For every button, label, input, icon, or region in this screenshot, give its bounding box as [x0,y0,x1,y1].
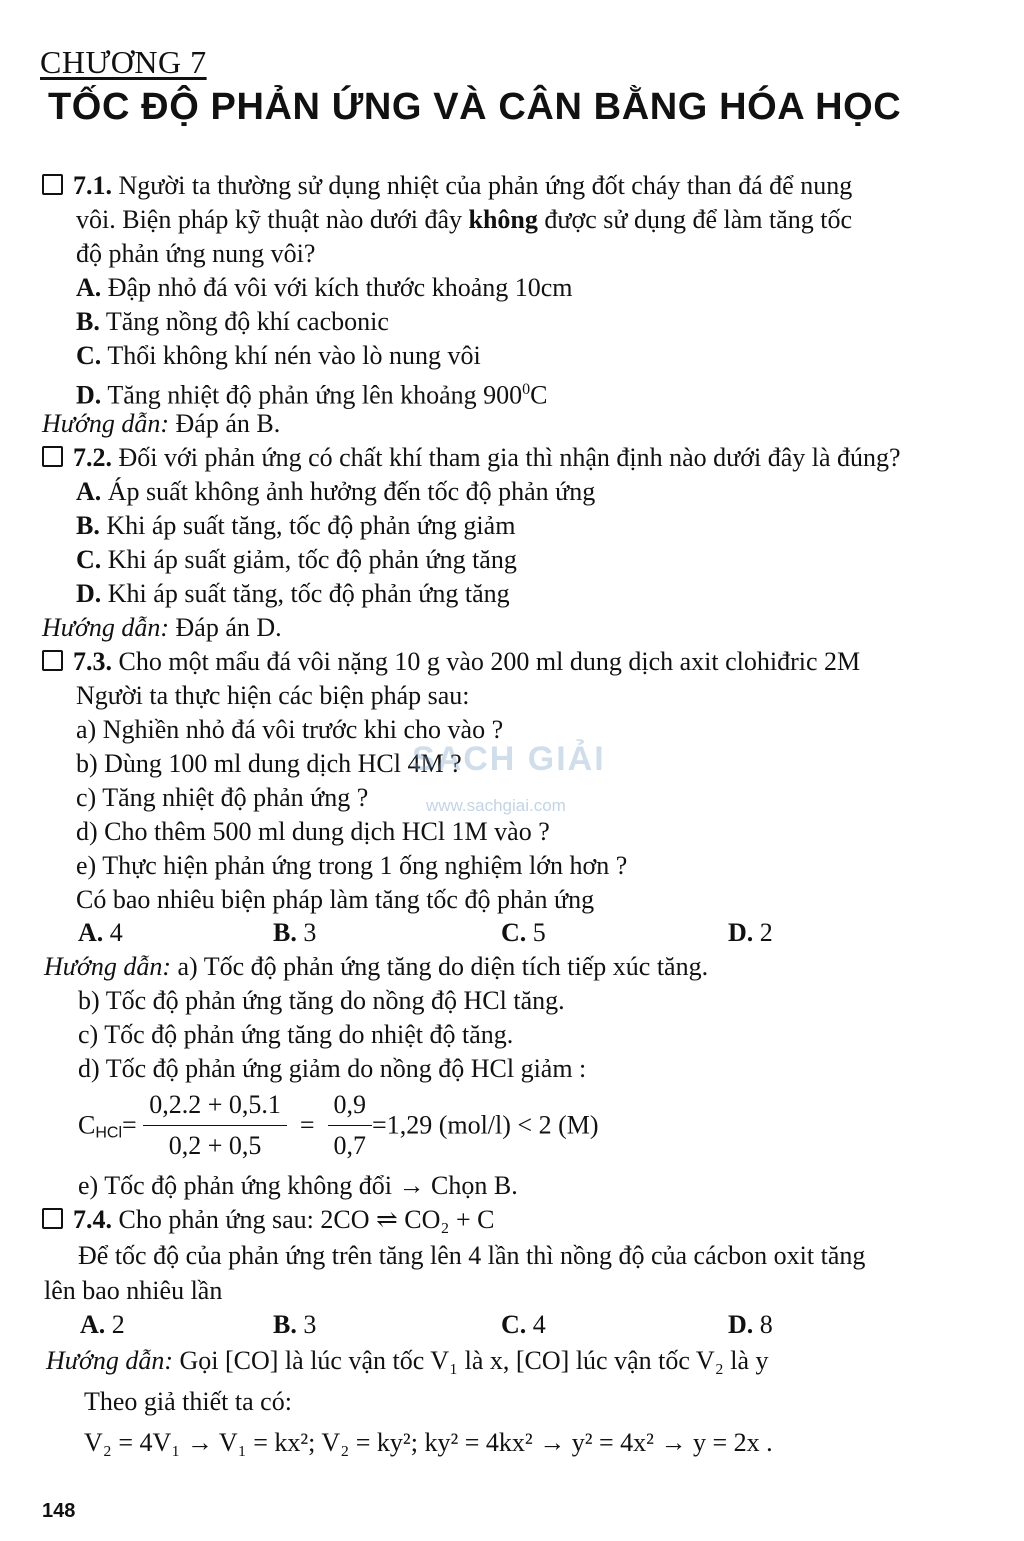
option-d: D. 8 [728,1310,773,1339]
question-7-1: 7.1. Người ta thường sử dụng nhiệt của phản ứng đốt cháy than đá để nung [42,171,852,201]
option-a: A. Áp suất không ảnh hưởng đến tốc độ phản ứng [76,477,596,506]
measure-d: d) Cho thêm 500 ml dung dịch HCl 1M vào ? [76,817,550,846]
question-text: lên bao nhiêu lần [44,1276,223,1305]
answer-hint: Hướng dẫn: a) Tốc độ phản ứng tăng do diện tích tiếp xúc tăng. [44,952,709,981]
checkbox-icon [42,174,63,195]
option-b: B. Khi áp suất tăng, tốc độ phản ứng giảm [76,511,516,540]
checkbox-icon [42,650,63,671]
measure-b: b) Dùng 100 ml dung dịch HCl 4M ? [76,749,462,778]
checkbox-icon [42,1208,63,1229]
hint-line: d) Tốc độ phản ứng giảm do nồng độ HCl giảm : [78,1054,587,1083]
hint-line: b) Tốc độ phản ứng tăng do nồng độ HCl tăng. [78,986,565,1015]
hint-line: c) Tốc độ phản ứng tăng do nhiệt độ tăng. [78,1020,514,1049]
concentration-formula: $C_{HCl}=$ $\frac{0,2.2 + 0,5.1}{0,2 + 0,5}$ = $\frac{0,9}{0,7}$ =1,29 (mol/l) < 2 (M) [78,1088,599,1163]
option-a: A. Đập nhỏ đá vôi với kích thước khoảng 10cm [76,273,573,302]
option-a: A. 2 [80,1310,125,1339]
checkbox-icon [42,446,63,467]
measure-c: c) Tăng nhiệt độ phản ứng ? [76,783,369,812]
answer-hint: Hướng dẫn: Gọi [CO] là lúc vận tốc V₁ là x, [CO] lúc vận tốc V₂ là y [46,1346,769,1375]
option-c: C. Thổi không khí nén vào lò nung vôi [76,341,481,370]
option-d: D. Tăng nhiệt độ phản ứng lên khoảng $900^0C$ [76,380,548,410]
question-7-4: 7.4. Cho phản ứng sau: 2CO ⇌ CO₂ + C [42,1205,494,1235]
option-a: A. 4 [78,918,123,947]
hint-line: e) Tốc độ phản ứng không đổi → Chọn B. [78,1171,518,1200]
fraction-1: $\frac{0,2.2 + 0,5.1}{0,2 + 0,5}$ [143,1088,287,1163]
page-number: 148 [42,1500,76,1522]
option-d: D. Khi áp suất tăng, tốc độ phản ứng tăng [76,579,510,608]
derivation: V₂ = 4V₁ → V₁ = kx²; V₂ = ky²; ky² = 4kx² → y² = 4x² → y = 2x . [84,1428,773,1457]
chapter-heading: CHƯƠNG 7 [40,44,207,80]
measure-e: e) Thực hiện phản ứng trong 1 ống nghiệm lớn hơn ? [76,851,628,880]
question-7-2: 7.2. Đối với phản ứng có chất khí tham gia thì nhận định nào dưới đây là đúng? [42,443,901,473]
watermark-url: www.sachgiai.com [426,796,566,815]
answer-hint: Hướng dẫn: Đáp án B. [42,409,281,438]
option-c: C. Khi áp suất giảm, tốc độ phản ứng tăng [76,545,517,574]
option-b: B. 3 [273,1310,317,1339]
option-d: D. 2 [728,918,773,947]
question-text: Người ta thực hiện các biện pháp sau: [76,681,470,710]
hint-line: Theo giả thiết ta có: [84,1387,292,1416]
chapter-title: TỐC ĐỘ PHẢN ỨNG VÀ CÂN BẰNG HÓA HỌC [48,86,902,128]
fraction-2: $\frac{0,9}{0,7}$ [328,1088,373,1163]
question-7-3: 7.3. Cho một mẩu đá vôi nặng 10 g vào 200 ml dung dịch axit clohiđric 2M [42,647,860,677]
measure-a: a) Nghiền nhỏ đá vôi trước khi cho vào ? [76,715,504,744]
question-text: vôi. Biện pháp kỹ thuật nào dưới đây không được sử dụng để làm tăng tốc [76,205,853,234]
watermark-logo: SACH GIẢI [412,740,606,778]
option-c: C. 5 [501,918,546,947]
question-text: độ phản ứng nung vôi? [76,239,316,268]
answer-hint: Hướng dẫn: Đáp án D. [42,613,282,642]
question-text: Để tốc độ của phản ứng trên tăng lên 4 lần thì nồng độ của cácbon oxit tăng [78,1241,866,1270]
option-b: B. Tăng nồng độ khí cacbonic [76,307,389,336]
question-text: Có bao nhiêu biện pháp làm tăng tốc độ phản ứng [76,885,595,914]
option-c: C. 4 [501,1310,546,1339]
option-b: B. 3 [273,918,317,947]
